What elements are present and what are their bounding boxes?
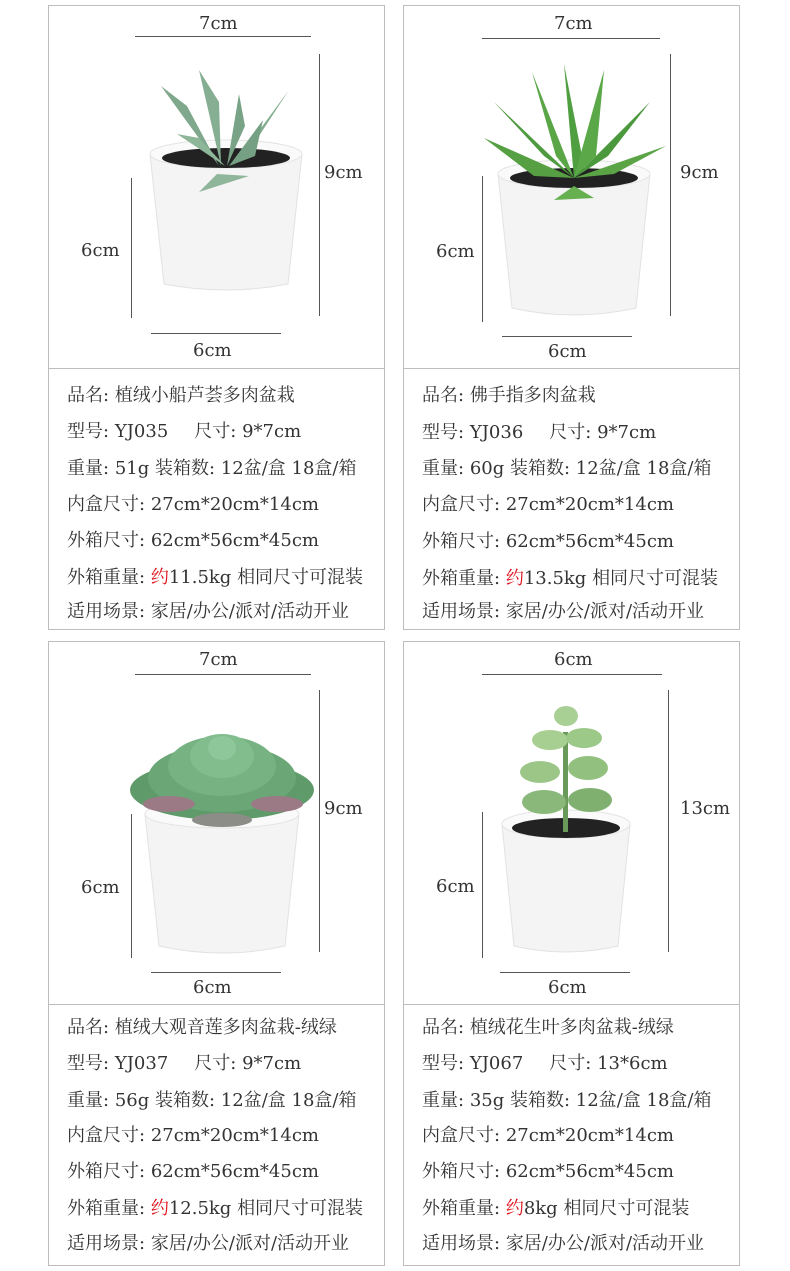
dim-right-label: 13cm [680, 798, 731, 819]
spec-model-size: 型号: YJ037 尺寸: 9*7cm [67, 1053, 302, 1074]
product-card [48, 5, 385, 630]
product-photo [404, 6, 739, 369]
spec-model-size: 型号: YJ036 尺寸: 9*7cm [422, 422, 657, 443]
spec-inner-box: 内盒尺寸: 27cm*20cm*14cm [67, 1125, 319, 1146]
product-photo [49, 6, 384, 369]
succulent-echeveria-icon [49, 642, 384, 1004]
spec-outer-weight: 外箱重量: 约12.5kg 相同尺寸可混装 [67, 1198, 364, 1219]
dim-top-label: 7cm [554, 13, 593, 34]
approx-badge: 约 [505, 568, 524, 589]
dim-top-label: 7cm [199, 649, 238, 670]
spec-list [404, 368, 739, 630]
spec-name: 品名: 植绒小船芦荟多肉盆栽 [67, 385, 295, 406]
spec-outer-weight: 外箱重量: 约13.5kg 相同尺寸可混装 [422, 568, 719, 589]
spec-model-size: 型号: YJ067 尺寸: 13*6cm [422, 1053, 668, 1074]
dim-right-label: 9cm [324, 798, 363, 819]
approx-badge: 约 [505, 1198, 524, 1219]
dim-bottom-label: 6cm [193, 977, 232, 998]
dim-left-label: 6cm [81, 877, 120, 898]
dim-bottom-label: 6cm [548, 341, 587, 362]
product-card [403, 641, 740, 1266]
spec-list [49, 1004, 384, 1266]
spec-outer-box: 外箱尺寸: 62cm*56cm*45cm [422, 531, 674, 552]
approx-badge: 约 [150, 1198, 169, 1219]
product-card [48, 641, 385, 1266]
dim-left-label: 6cm [81, 240, 120, 261]
spec-scene: 适用场景: 家居/办公/派对/活动开业 [422, 1233, 705, 1254]
succulent-green-rosette-icon [404, 6, 739, 368]
dim-bottom-label: 6cm [548, 977, 587, 998]
spec-weight-pack: 重量: 56g 装箱数: 12盆/盒 18盒/箱 [67, 1090, 357, 1111]
spec-name: 品名: 佛手指多肉盆栽 [422, 385, 596, 406]
spec-inner-box: 内盒尺寸: 27cm*20cm*14cm [67, 494, 319, 515]
spec-model-size: 型号: YJ035 尺寸: 9*7cm [67, 421, 302, 442]
product-photo [404, 642, 739, 1005]
spec-outer-box: 外箱尺寸: 62cm*56cm*45cm [67, 1161, 319, 1182]
dim-left-label: 6cm [436, 876, 475, 897]
spec-outer-box: 外箱尺寸: 62cm*56cm*45cm [422, 1161, 674, 1182]
spec-scene: 适用场景: 家居/办公/派对/活动开业 [422, 601, 705, 622]
spec-outer-box: 外箱尺寸: 62cm*56cm*45cm [67, 530, 319, 551]
approx-badge: 约 [150, 567, 169, 588]
dim-right-label: 9cm [680, 162, 719, 183]
spec-outer-weight: 外箱重量: 约11.5kg 相同尺寸可混装 [67, 567, 364, 588]
spec-list [404, 1004, 739, 1266]
spec-weight-pack: 重量: 51g 装箱数: 12盆/盒 18盒/箱 [67, 458, 357, 479]
dim-left-label: 6cm [436, 241, 475, 262]
spec-weight-pack: 重量: 35g 装箱数: 12盆/盒 18盒/箱 [422, 1090, 712, 1111]
dim-right-label: 9cm [324, 162, 363, 183]
succulent-aloe-icon [49, 6, 384, 368]
dim-top-label: 6cm [554, 649, 593, 670]
product-photo [49, 642, 384, 1005]
spec-name: 品名: 植绒花生叶多肉盆栽-绒绿 [422, 1017, 674, 1038]
spec-weight-pack: 重量: 60g 装箱数: 12盆/盒 18盒/箱 [422, 458, 712, 479]
spec-inner-box: 内盒尺寸: 27cm*20cm*14cm [422, 494, 674, 515]
dim-bottom-label: 6cm [193, 340, 232, 361]
spec-name: 品名: 植绒大观音莲多肉盆栽-绒绿 [67, 1017, 337, 1038]
spec-outer-weight: 外箱重量: 约8kg 相同尺寸可混装 [422, 1198, 690, 1219]
dim-top-label: 7cm [199, 13, 238, 34]
spec-list [49, 368, 384, 630]
product-card [403, 5, 740, 630]
spec-scene: 适用场景: 家居/办公/派对/活动开业 [67, 601, 350, 622]
succulent-peanut-leaf-icon [404, 642, 739, 1004]
spec-inner-box: 内盒尺寸: 27cm*20cm*14cm [422, 1125, 674, 1146]
spec-scene: 适用场景: 家居/办公/派对/活动开业 [67, 1233, 350, 1254]
